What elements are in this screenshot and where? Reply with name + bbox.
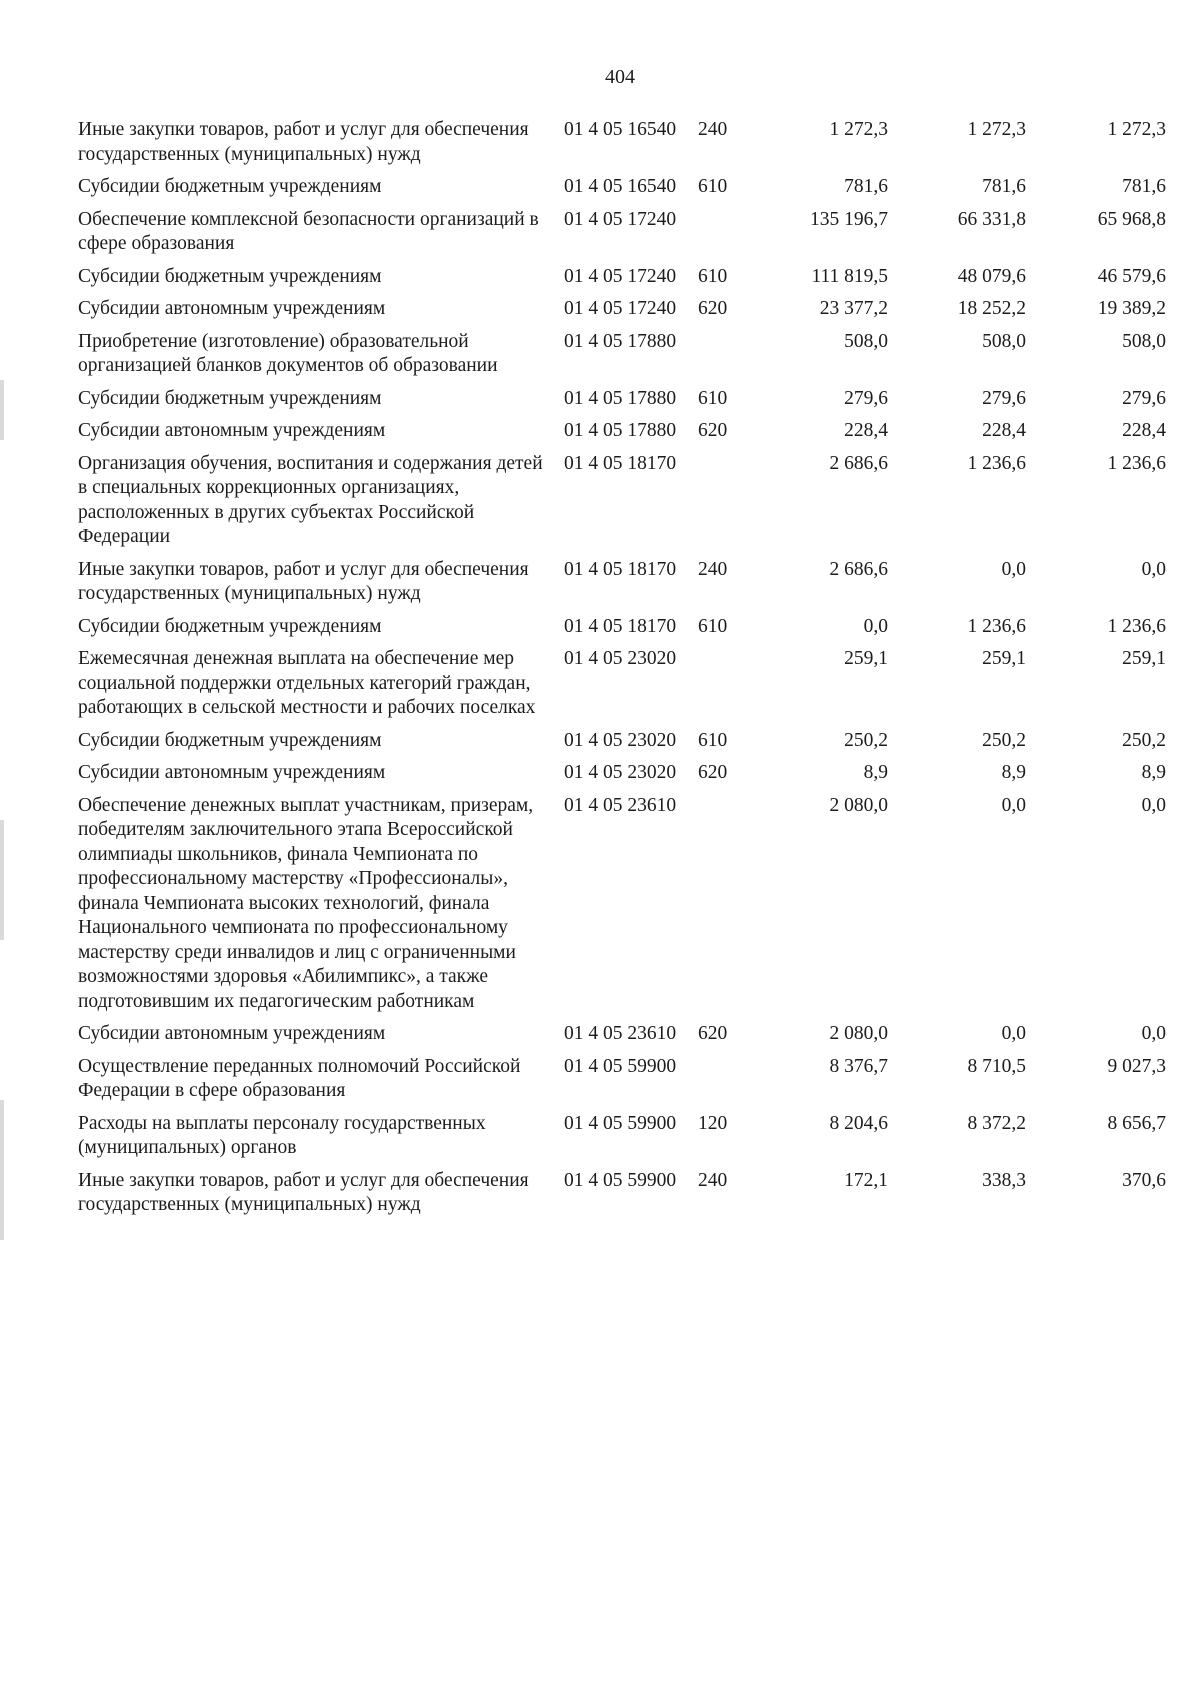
table-row <box>76 265 1166 298</box>
row-value-year-1: 250,2 <box>844 729 888 751</box>
row-name-text: Субсидии бюджетным учреждениям <box>78 615 382 637</box>
row-value-year-1: 172,1 <box>844 1169 888 1191</box>
row-target-article-code: 01 4 05 17240 <box>564 208 677 230</box>
row-value-year-1: 23 377,2 <box>819 298 888 319</box>
row-value-year-3: 19 389,2 <box>1097 298 1166 319</box>
row-name <box>76 118 558 175</box>
row-name <box>76 647 558 729</box>
row-expense-type-code: 620 <box>698 1023 728 1044</box>
row-name <box>76 175 558 208</box>
table-row <box>76 452 1166 558</box>
row-expense-type-code: 240 <box>698 1169 728 1191</box>
row-target-article-code: 01 4 05 17240 <box>564 265 677 287</box>
row-name <box>76 419 558 452</box>
row-value-year-3: 0,0 <box>1141 558 1166 580</box>
row-value-year-3: 8 656,7 <box>1107 1112 1166 1134</box>
table-row <box>76 1169 1166 1226</box>
row-value-year-2: 279,6 <box>982 387 1026 409</box>
table-row <box>76 794 1166 1023</box>
row-expense-type-code: 240 <box>698 119 728 140</box>
scan-edge-mark <box>0 1100 4 1240</box>
row-target-article-code: 01 4 05 59900 <box>564 1112 677 1134</box>
row-value-year-2: 508,0 <box>982 330 1026 352</box>
row-value-year-2: 259,1 <box>982 648 1026 669</box>
row-name-text: Субсидии бюджетным учреждениям <box>78 265 382 287</box>
table-row <box>76 387 1166 420</box>
row-target-article-code: 01 4 05 23020 <box>564 729 677 751</box>
budget-table <box>76 118 1166 1226</box>
row-value-year-1: 8 204,6 <box>829 1112 888 1134</box>
row-value-year-1: 259,1 <box>844 648 888 669</box>
row-name-text: Субсидии автономным учреждениям <box>78 762 386 783</box>
row-name-text: Иные закупки товаров, работ и услуг для обеспечения государственных (муниципальных) нужд <box>78 558 529 604</box>
row-target-article-code: 01 4 05 23020 <box>564 648 677 669</box>
row-name-text: Приобретение (изготовление) образовательной организацией бланков документов об образовании <box>78 330 498 376</box>
table-row <box>76 175 1166 208</box>
row-name <box>76 729 558 762</box>
row-target-article-code: 01 4 05 18170 <box>564 452 677 474</box>
row-value-year-1: 111 819,5 <box>811 265 888 287</box>
row-value-year-3: 0,0 <box>1141 794 1166 816</box>
row-value-year-1: 781,6 <box>844 176 888 197</box>
row-expense-type-code: 610 <box>698 265 728 287</box>
row-value-year-3: 250,2 <box>1122 729 1166 751</box>
table-row <box>76 729 1166 762</box>
row-value-year-2: 228,4 <box>982 420 1026 441</box>
row-name <box>76 452 558 558</box>
row-value-year-3: 0,0 <box>1141 1023 1166 1044</box>
row-value-year-3: 279,6 <box>1122 387 1166 409</box>
row-value-year-1: 2 686,6 <box>829 558 888 580</box>
row-name <box>76 387 558 420</box>
row-name-text: Субсидии автономным учреждениям <box>78 420 386 441</box>
row-value-year-3: 65 968,8 <box>1097 208 1166 230</box>
row-value-year-2: 1 236,6 <box>967 452 1026 474</box>
row-value-year-1: 135 196,7 <box>810 208 888 230</box>
row-target-article-code: 01 4 05 59900 <box>564 1169 677 1191</box>
row-expense-type-code: 120 <box>698 1112 728 1134</box>
row-expense-type-code <box>698 647 752 729</box>
row-expense-type-code <box>698 208 752 265</box>
row-expense-type-code: 620 <box>698 420 728 441</box>
row-name <box>76 1112 558 1169</box>
row-target-article-code: 01 4 05 23020 <box>564 762 677 783</box>
row-target-article-code: 01 4 05 18170 <box>564 615 677 637</box>
row-name <box>76 297 558 330</box>
row-expense-type-code: 610 <box>698 729 728 751</box>
row-name <box>76 1169 558 1226</box>
row-target-article-code: 01 4 05 17880 <box>564 420 677 441</box>
row-name-text: Иные закупки товаров, работ и услуг для обеспечения государственных (муниципальных) нужд <box>78 1169 529 1215</box>
table-row <box>76 419 1166 452</box>
row-name <box>76 1055 558 1112</box>
row-name <box>76 558 558 615</box>
row-value-year-2: 8 372,2 <box>967 1112 1026 1134</box>
row-value-year-1: 2 686,6 <box>829 452 888 474</box>
row-name-text: Осуществление переданных полномочий Российской Федерации в сфере образования <box>78 1055 521 1101</box>
row-name-text: Обеспечение комплексной безопасности организаций в сфере образования <box>78 208 539 254</box>
row-name-text: Субсидии автономным учреждениям <box>78 1023 386 1044</box>
table-row <box>76 761 1166 794</box>
row-name-text: Субсидии бюджетным учреждениям <box>78 729 382 751</box>
row-value-year-3: 8,9 <box>1141 762 1166 783</box>
row-name-text: Организация обучения, воспитания и содержания детей в специальных коррекционных организациях, расположенных в других субъектах Российской Федерации <box>78 452 543 547</box>
row-expense-type-code <box>698 330 752 387</box>
scan-edge-mark <box>0 380 4 440</box>
row-value-year-2: 250,2 <box>982 729 1026 751</box>
row-value-year-3: 1 236,6 <box>1107 452 1166 474</box>
row-value-year-1: 0,0 <box>863 615 888 637</box>
row-value-year-1: 1 272,3 <box>829 119 888 140</box>
row-target-article-code: 01 4 05 17880 <box>564 387 677 409</box>
row-expense-type-code: 620 <box>698 762 728 783</box>
row-value-year-3: 228,4 <box>1122 420 1166 441</box>
row-value-year-3: 1 272,3 <box>1107 119 1166 140</box>
table-body <box>76 118 1166 1226</box>
table-row <box>76 208 1166 265</box>
row-expense-type-code <box>698 1055 752 1112</box>
row-value-year-1: 279,6 <box>844 387 888 409</box>
row-name-text: Ежемесячная денежная выплата на обеспечение мер социальной поддержки отдельных категорий граждан, работающих в сельской местности и рабочих поселках <box>78 648 536 718</box>
row-value-year-3: 9 027,3 <box>1107 1055 1166 1077</box>
row-name <box>76 1022 558 1055</box>
row-expense-type-code: 240 <box>698 558 728 580</box>
table-row <box>76 297 1166 330</box>
row-value-year-2: 66 331,8 <box>957 208 1026 230</box>
row-value-year-2: 338,3 <box>982 1169 1026 1191</box>
row-name-text: Субсидии автономным учреждениям <box>78 298 386 319</box>
row-name <box>76 761 558 794</box>
row-value-year-1: 8 376,7 <box>829 1055 888 1077</box>
row-name-text: Субсидии бюджетным учреждениям <box>78 387 382 409</box>
row-expense-type-code <box>698 794 752 1023</box>
row-expense-type-code: 610 <box>698 387 728 409</box>
row-expense-type-code: 610 <box>698 615 728 637</box>
row-name-text: Обеспечение денежных выплат участникам, призерам, победителям заключительного этапа Всероссийской олимпиады школьников, финала Чемпионата по профессиональному мастерству «Профессионалы», финала Чемпионата высоких технологий, финала Национального чемпионата по профессиональному мастерству среди инвалидов и лиц с ограниченными возможностями здоровья «Абилимпикс», а также подготовившим их педагогическим работникам <box>78 794 534 1012</box>
row-target-article-code: 01 4 05 16540 <box>564 119 677 140</box>
row-name <box>76 208 558 265</box>
row-value-year-3: 1 236,6 <box>1107 615 1166 637</box>
scan-edge-mark <box>0 820 4 940</box>
table-row <box>76 118 1166 175</box>
row-value-year-3: 781,6 <box>1122 176 1166 197</box>
row-value-year-3: 508,0 <box>1122 330 1166 352</box>
table-row <box>76 330 1166 387</box>
table-row <box>76 558 1166 615</box>
row-value-year-2: 1 272,3 <box>967 119 1026 140</box>
row-value-year-1: 2 080,0 <box>829 1023 888 1044</box>
table-row <box>76 1022 1166 1055</box>
row-expense-type-code: 620 <box>698 298 728 319</box>
row-name-text: Субсидии бюджетным учреждениям <box>78 176 382 197</box>
row-name <box>76 330 558 387</box>
row-value-year-2: 1 236,6 <box>967 615 1026 637</box>
row-value-year-2: 18 252,2 <box>957 298 1026 319</box>
row-target-article-code: 01 4 05 17880 <box>564 330 677 352</box>
row-value-year-2: 781,6 <box>982 176 1026 197</box>
row-value-year-2: 0,0 <box>1001 558 1026 580</box>
row-value-year-3: 46 579,6 <box>1097 265 1166 287</box>
table-row <box>76 1055 1166 1112</box>
table-row <box>76 615 1166 648</box>
row-value-year-2: 0,0 <box>1001 1023 1026 1044</box>
row-value-year-1: 508,0 <box>844 330 888 352</box>
table-row <box>76 1112 1166 1169</box>
row-value-year-2: 0,0 <box>1001 794 1026 816</box>
row-name-text: Расходы на выплаты персоналу государственных (муниципальных) органов <box>78 1112 486 1158</box>
row-target-article-code: 01 4 05 59900 <box>564 1055 677 1077</box>
row-value-year-3: 370,6 <box>1122 1169 1166 1191</box>
row-name <box>76 615 558 648</box>
row-value-year-3: 259,1 <box>1122 648 1166 669</box>
row-name <box>76 265 558 298</box>
row-target-article-code: 01 4 05 17240 <box>564 298 677 319</box>
row-value-year-1: 2 080,0 <box>829 794 888 816</box>
row-name <box>76 794 558 1023</box>
row-expense-type-code: 610 <box>698 176 728 197</box>
row-value-year-2: 8 710,5 <box>967 1055 1026 1077</box>
page-number: 404 <box>605 66 635 88</box>
row-name-text: Иные закупки товаров, работ и услуг для обеспечения государственных (муниципальных) нужд <box>78 119 529 165</box>
row-target-article-code: 01 4 05 18170 <box>564 558 677 580</box>
row-target-article-code: 01 4 05 16540 <box>564 176 677 197</box>
row-target-article-code: 01 4 05 23610 <box>564 1023 677 1044</box>
row-value-year-2: 8,9 <box>1001 762 1026 783</box>
row-value-year-2: 48 079,6 <box>957 265 1026 287</box>
row-value-year-1: 8,9 <box>863 762 888 783</box>
row-expense-type-code <box>698 452 752 558</box>
row-target-article-code: 01 4 05 23610 <box>564 794 677 816</box>
row-value-year-1: 228,4 <box>844 420 888 441</box>
table-row <box>76 647 1166 729</box>
